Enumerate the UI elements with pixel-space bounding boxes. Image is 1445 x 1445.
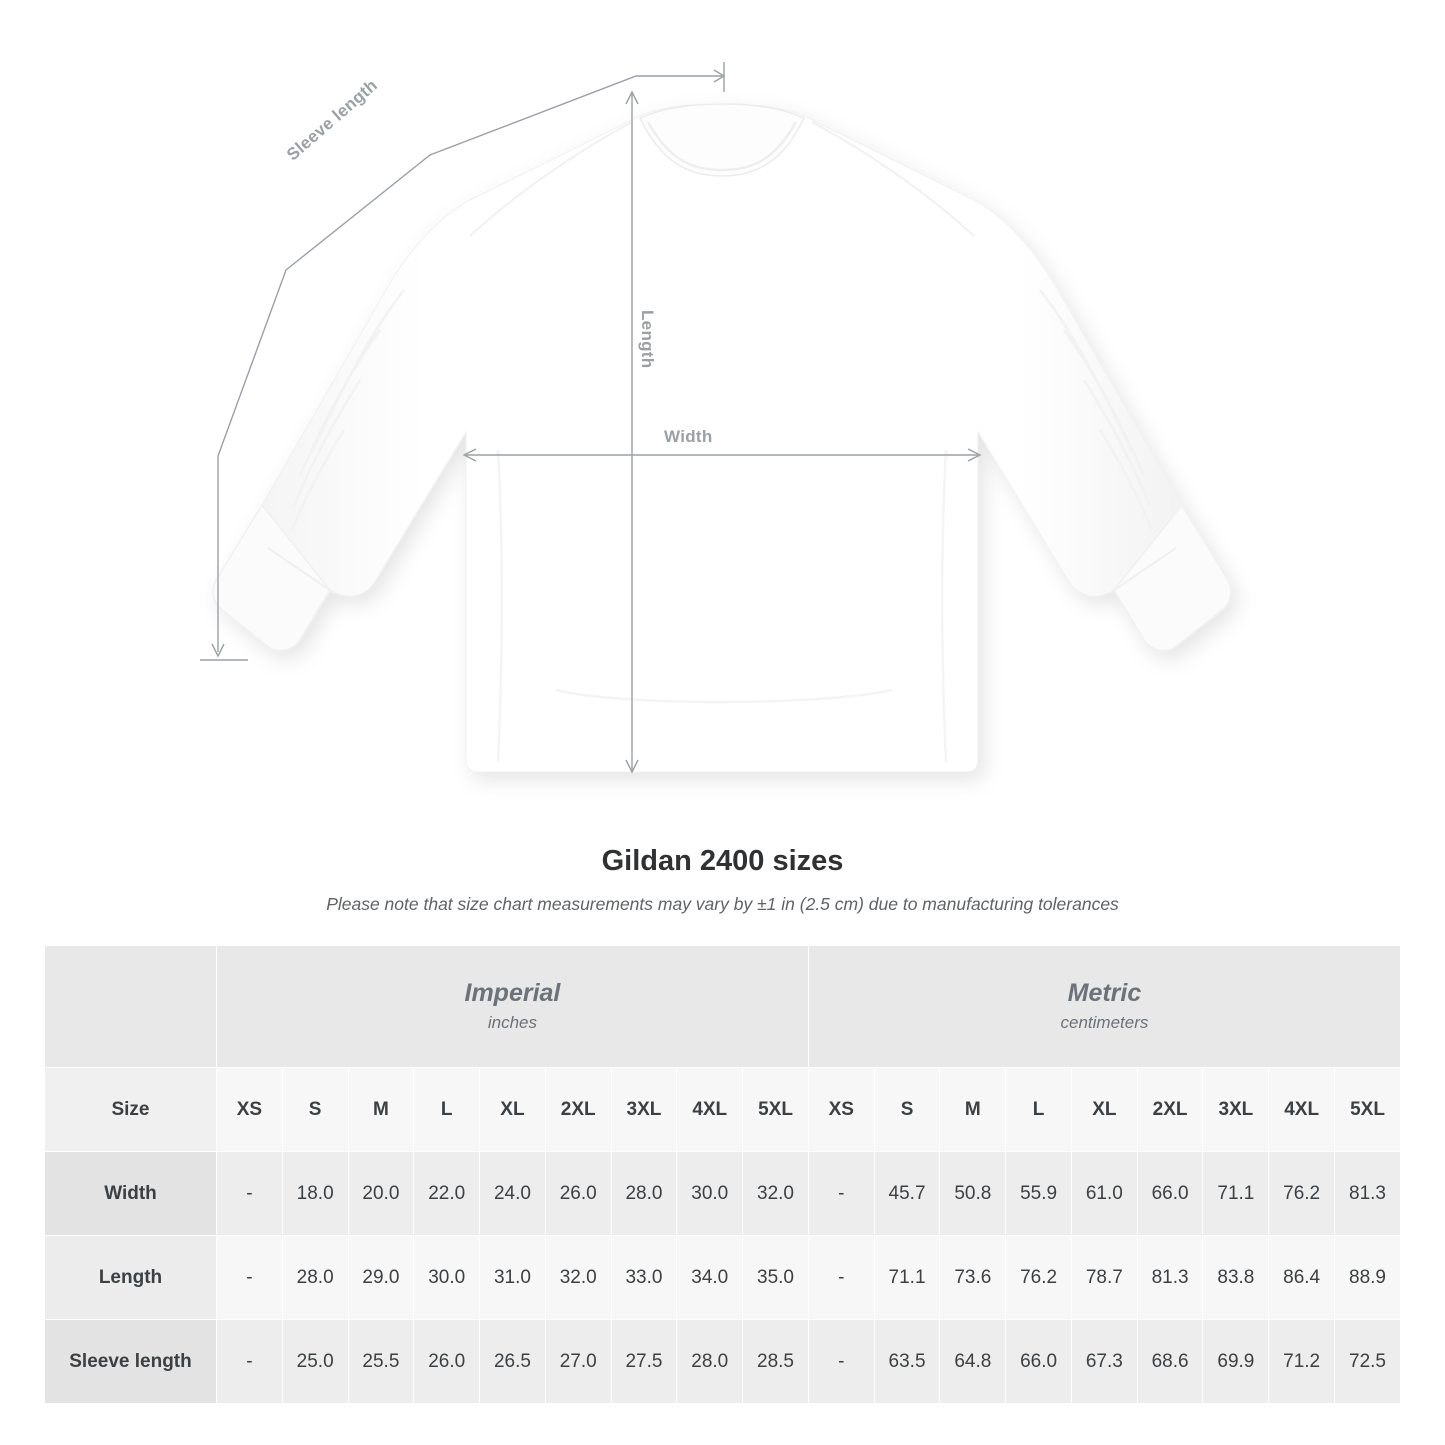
cell-width-imp-xs: - [217, 1152, 283, 1236]
cell-width-met-s: 45.7 [874, 1152, 940, 1236]
cell-sleeve-met-l: 66.0 [1006, 1320, 1072, 1404]
cell-width-imp-s: 18.0 [282, 1152, 348, 1236]
cell-length-met-xs: - [808, 1236, 874, 1320]
size-col-s-metric: S [874, 1068, 940, 1152]
size-col-l-imperial: L [414, 1068, 480, 1152]
row-label-length: Length [45, 1236, 217, 1320]
size-col-3xl-metric: 3XL [1203, 1068, 1269, 1152]
unit-group-metric [808, 946, 1400, 1068]
cell-width-imp-5xl: 32.0 [743, 1152, 809, 1236]
size-chart-table-wrap [44, 945, 1401, 1404]
page-title: Gildan 2400 sizes [601, 845, 844, 877]
unit-group-row [45, 946, 1401, 1068]
cell-sleeve-met-xs: - [808, 1320, 874, 1404]
cell-sleeve-met-2xl: 68.6 [1137, 1320, 1203, 1404]
cell-width-imp-xl: 24.0 [480, 1152, 546, 1236]
table-row [45, 1320, 1401, 1404]
cell-length-imp-xs: - [217, 1236, 283, 1320]
size-col-5xl-metric: 5XL [1335, 1068, 1401, 1152]
cell-length-met-s: 71.1 [874, 1236, 940, 1320]
unit-group-metric-sub: centimeters [1060, 1012, 1149, 1032]
cell-length-imp-m: 29.0 [348, 1236, 414, 1320]
size-col-m-metric: M [940, 1068, 1006, 1152]
cell-width-imp-2xl: 26.0 [545, 1152, 611, 1236]
size-col-m-imperial: M [348, 1068, 414, 1152]
size-col-xl-imperial: XL [480, 1068, 546, 1152]
size-col-4xl-imperial: 4XL [677, 1068, 743, 1152]
title-block [0, 845, 1445, 915]
cell-sleeve-met-xl: 67.3 [1071, 1320, 1137, 1404]
cell-sleeve-imp-3xl: 27.5 [611, 1320, 677, 1404]
cell-length-met-xl: 78.7 [1071, 1236, 1137, 1320]
cell-sleeve-met-3xl: 69.9 [1203, 1320, 1269, 1404]
size-col-s-imperial: S [282, 1068, 348, 1152]
size-header-row [45, 1068, 1401, 1152]
cell-length-met-4xl: 86.4 [1269, 1236, 1335, 1320]
unit-group-imperial [217, 946, 809, 1068]
size-col-2xl-metric: 2XL [1137, 1068, 1203, 1152]
size-col-xs-metric: XS [808, 1068, 874, 1152]
cell-width-imp-m: 20.0 [348, 1152, 414, 1236]
size-col-4xl-metric: 4XL [1269, 1068, 1335, 1152]
cell-length-met-m: 73.6 [940, 1236, 1006, 1320]
cell-sleeve-imp-m: 25.5 [348, 1320, 414, 1404]
cell-length-met-3xl: 83.8 [1203, 1236, 1269, 1320]
cell-sleeve-imp-l: 26.0 [414, 1320, 480, 1404]
size-col-2xl-imperial: 2XL [545, 1068, 611, 1152]
row-label-sleeve-length: Sleeve length [45, 1320, 217, 1404]
unit-group-imperial-sub: inches [487, 1012, 538, 1032]
cell-width-met-m: 50.8 [940, 1152, 1006, 1236]
cell-width-imp-3xl: 28.0 [611, 1152, 677, 1236]
cell-width-met-3xl: 71.1 [1203, 1152, 1269, 1236]
cell-width-met-l: 55.9 [1006, 1152, 1072, 1236]
cell-sleeve-met-s: 63.5 [874, 1320, 940, 1404]
cell-width-imp-4xl: 30.0 [677, 1152, 743, 1236]
cell-sleeve-imp-2xl: 27.0 [545, 1320, 611, 1404]
cell-length-imp-s: 28.0 [282, 1236, 348, 1320]
table-row [45, 1236, 1401, 1320]
cell-sleeve-imp-xl: 26.5 [480, 1320, 546, 1404]
cell-width-imp-l: 22.0 [414, 1152, 480, 1236]
cell-length-imp-2xl: 32.0 [545, 1236, 611, 1320]
cell-length-imp-5xl: 35.0 [743, 1236, 809, 1320]
cell-width-met-5xl: 81.3 [1335, 1152, 1401, 1236]
tolerance-note: Please note that size chart measurements may vary by ±1 in (2.5 cm) due to manufacturing tolerances [326, 894, 1119, 914]
size-col-5xl-imperial: 5XL [743, 1068, 809, 1152]
table-row [45, 1152, 1401, 1236]
size-col-xl-metric: XL [1071, 1068, 1137, 1152]
unit-group-imperial-name: Imperial [464, 979, 561, 1008]
cell-sleeve-imp-s: 25.0 [282, 1320, 348, 1404]
cell-sleeve-met-5xl: 72.5 [1335, 1320, 1401, 1404]
cell-sleeve-imp-xs: - [217, 1320, 283, 1404]
cell-sleeve-met-m: 64.8 [940, 1320, 1006, 1404]
cell-sleeve-met-4xl: 71.2 [1269, 1320, 1335, 1404]
cell-length-imp-4xl: 34.0 [677, 1236, 743, 1320]
size-chart-table [44, 945, 1401, 1404]
width-dimension-label: Width [664, 427, 713, 446]
size-col-l-metric: L [1006, 1068, 1072, 1152]
cell-sleeve-imp-4xl: 28.0 [677, 1320, 743, 1404]
unit-group-spacer [45, 946, 217, 1068]
cell-width-met-2xl: 66.0 [1137, 1152, 1203, 1236]
cell-length-imp-l: 30.0 [414, 1236, 480, 1320]
size-header-label: Size [45, 1068, 217, 1152]
cell-width-met-4xl: 76.2 [1269, 1152, 1335, 1236]
length-dimension-label: Length [638, 310, 657, 369]
size-col-3xl-imperial: 3XL [611, 1068, 677, 1152]
cell-length-met-2xl: 81.3 [1137, 1236, 1203, 1320]
cell-length-met-l: 76.2 [1006, 1236, 1072, 1320]
cell-width-met-xl: 61.0 [1071, 1152, 1137, 1236]
cell-width-met-xs: - [808, 1152, 874, 1236]
size-col-xs-imperial: XS [217, 1068, 283, 1152]
row-label-width: Width [45, 1152, 217, 1236]
cell-length-met-5xl: 88.9 [1335, 1236, 1401, 1320]
cell-length-imp-xl: 31.0 [480, 1236, 546, 1320]
unit-group-metric-name: Metric [1067, 979, 1142, 1008]
cell-sleeve-imp-5xl: 28.5 [743, 1320, 809, 1404]
cell-length-imp-3xl: 33.0 [611, 1236, 677, 1320]
sleeve-length-dimension-label: Sleeve length [283, 75, 382, 165]
